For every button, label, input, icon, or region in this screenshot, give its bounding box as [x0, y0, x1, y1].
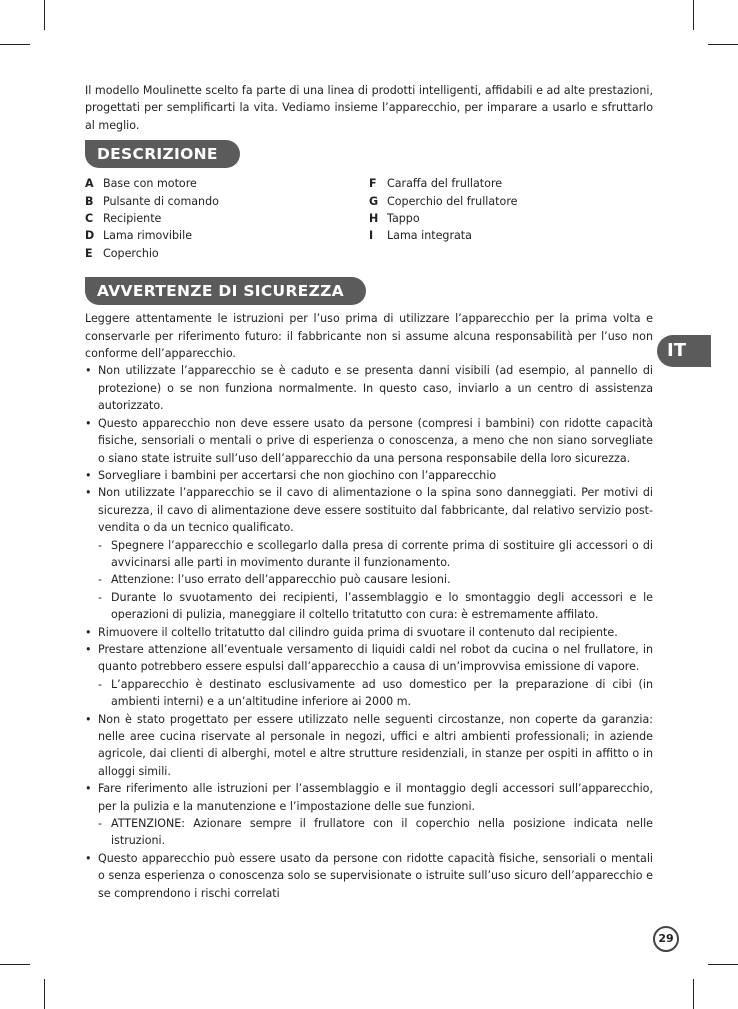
list-item: [85, 467, 653, 484]
part-label: Lama integrata: [387, 229, 472, 243]
bullet-text: Rimuovere il coltello tritatutto dal cilindro guida prima di svuotare il contenuto dal recipiente.: [98, 625, 618, 639]
list-item: [85, 415, 653, 467]
part-item: [85, 210, 369, 227]
list-item: [85, 850, 653, 902]
sub-list: [98, 537, 653, 624]
sub-list-item: - L’apparecchio è destinato esclusivamente ad uso domestico per la preparazione di cibi (in ambienti interni) e a un’altitudine inferiore ai 2000 m.: [98, 676, 653, 711]
crop-mark: [708, 964, 738, 965]
part-item: [85, 175, 369, 192]
sub-list-item: - Spegnere l’apparecchio e scollegarlo dalla presa di corrente prima di sostituire gli accessori o di avvicinarsi alle parti in movimento durante il funzionamento.: [98, 537, 653, 572]
part-letter: D: [85, 229, 95, 243]
parts-list-left: [85, 175, 369, 262]
description-heading: DESCRIZIONE: [85, 140, 240, 168]
safety-list: [85, 362, 653, 902]
part-item: [369, 227, 653, 244]
part-label: Pulsante di comando: [103, 194, 219, 208]
part-label: Base con motore: [103, 177, 197, 191]
page-number: 29: [653, 926, 679, 952]
bullet-text: Non è stato progettato per essere utilizzato nelle seguenti circostanze, non coperte da garanzia: nelle aree cucina riservate al personale in negozi, uffici e altri ambienti professionali; in aziende agricole, dai clienti di alberghi, motel e altre strutture residenziali, in stanze per ospiti in affitto o in alloggi simili.: [98, 712, 653, 778]
part-letter: G: [369, 194, 379, 208]
part-item: [369, 210, 653, 227]
part-item: [85, 245, 369, 262]
part-letter: B: [85, 194, 94, 208]
part-letter: A: [85, 177, 94, 191]
crop-mark: [693, 979, 694, 1009]
part-item: [85, 227, 369, 244]
intro-paragraph: Il modello Moulinette scelto fa parte di una linea di prodotti intelligenti, affidabili e ad alte prestazioni, progettati per semplificarti la vita. Vediamo insieme l’apparecchio, per imparare a usarlo e sfruttarlo al meglio.: [85, 84, 653, 132]
part-item: [85, 193, 369, 210]
part-letter: F: [369, 177, 377, 191]
part-label: Coperchio del frullatore: [387, 194, 518, 208]
list-item: [85, 624, 653, 641]
safety-intro: Leggere attentamente le istruzioni per l’uso prima di utilizzare l’apparecchio per la prima volta e conservarle per riferimento futuro: il fabbricante non si assume alcuna responsabilità per l’uso non conforme dell’apparecchio.: [85, 312, 653, 361]
list-item: [85, 780, 653, 850]
crop-mark: [0, 44, 30, 45]
part-label: Lama rimovibile: [103, 229, 193, 243]
sub-list-item: - ATTENZIONE: Azionare sempre il frullatore con il coperchio nella posizione indicata nelle istruzioni.: [98, 815, 653, 850]
list-item: [85, 362, 653, 414]
bullet-text: Questo apparecchio non deve essere usato da persone (compresi i bambini) con ridotte capacità fisiche, sensoriali o mentali o prive di esperienza o conoscenza, a meno che non siano sorvegliate o siano state istruite sull’uso dell’apparecchio da una persona responsabile della loro sicurezza.: [98, 416, 653, 465]
part-label: Caraffa del frullatore: [387, 177, 503, 191]
safety-heading: AVVERTENZE DI SICUREZZA: [85, 277, 366, 305]
crop-mark: [44, 0, 45, 30]
list-item: [85, 484, 653, 623]
crop-mark: [708, 44, 738, 45]
list-item: [85, 711, 653, 781]
part-letter: C: [85, 212, 94, 226]
part-letter: I: [369, 229, 374, 243]
part-label: Coperchio: [103, 246, 159, 260]
parts-list: [85, 175, 653, 262]
part-item: [369, 193, 653, 210]
page-content: [85, 82, 653, 902]
bullet-text: Non utilizzate l’apparecchio se è caduto e se presenta danni visibili (ad esempio, al pannello di protezione) o se non funziona normalmente. In questo caso, inviarlo a un centro di assistenza autorizzato.: [98, 364, 653, 413]
sub-list-item: - Durante lo svuotamento dei recipienti, l’assemblaggio e lo smontaggio degli accessori e le operazioni di pulizia, maneggiare il coltello tritatutto con cura: è estremamente affilato.: [98, 589, 653, 624]
sub-list-item: - Attenzione: l’uso errato dell’apparecchio può causare lesioni.: [98, 571, 653, 588]
bullet-text: Fare riferimento alle istruzioni per l’assemblaggio e il montaggio degli accessori sull’apparecchio, per la pulizia e la manutenzione e l’impostazione delle sue funzioni.: [98, 782, 653, 813]
part-letter: E: [85, 246, 93, 260]
crop-mark: [44, 979, 45, 1009]
part-letter: H: [369, 212, 379, 226]
bullet-text: Sorvegliare i bambini per accertarsi che non giochino con l’apparecchio: [98, 468, 497, 482]
part-label: Tappo: [387, 212, 420, 226]
part-item: [369, 175, 653, 192]
list-item: [85, 641, 653, 711]
sub-list: [98, 815, 653, 850]
parts-list-right: [369, 175, 653, 262]
crop-mark: [693, 0, 694, 30]
bullet-text: Questo apparecchio può essere usato da persone con ridotte capacità fisiche, sensoriali o mentali o senza esperienza o conoscenza solo se supervisionate o istruite sull’uso sicuro dell’apparecchio e se comprendono i rischi correlati: [98, 851, 653, 900]
part-label: Recipiente: [103, 212, 162, 226]
language-tab: IT: [657, 335, 711, 367]
bullet-text: Prestare attenzione all’eventuale versamento di liquidi caldi nel robot da cucina o nel frullatore, in quanto potrebbero essere espulsi dall’apparecchio a causa di un’improvvisa emissione di vapore.: [98, 642, 653, 674]
crop-mark: [0, 964, 30, 965]
sub-list: [98, 676, 653, 711]
bullet-text: Non utilizzate l’apparecchio se il cavo di alimentazione o la spina sono danneggiati. Per motivi di sicurezza, il cavo di alimentazione deve essere sostituito dal fabbricante, dal relativo servizio post-vendita o da un tecnico qualificato.: [98, 486, 653, 535]
